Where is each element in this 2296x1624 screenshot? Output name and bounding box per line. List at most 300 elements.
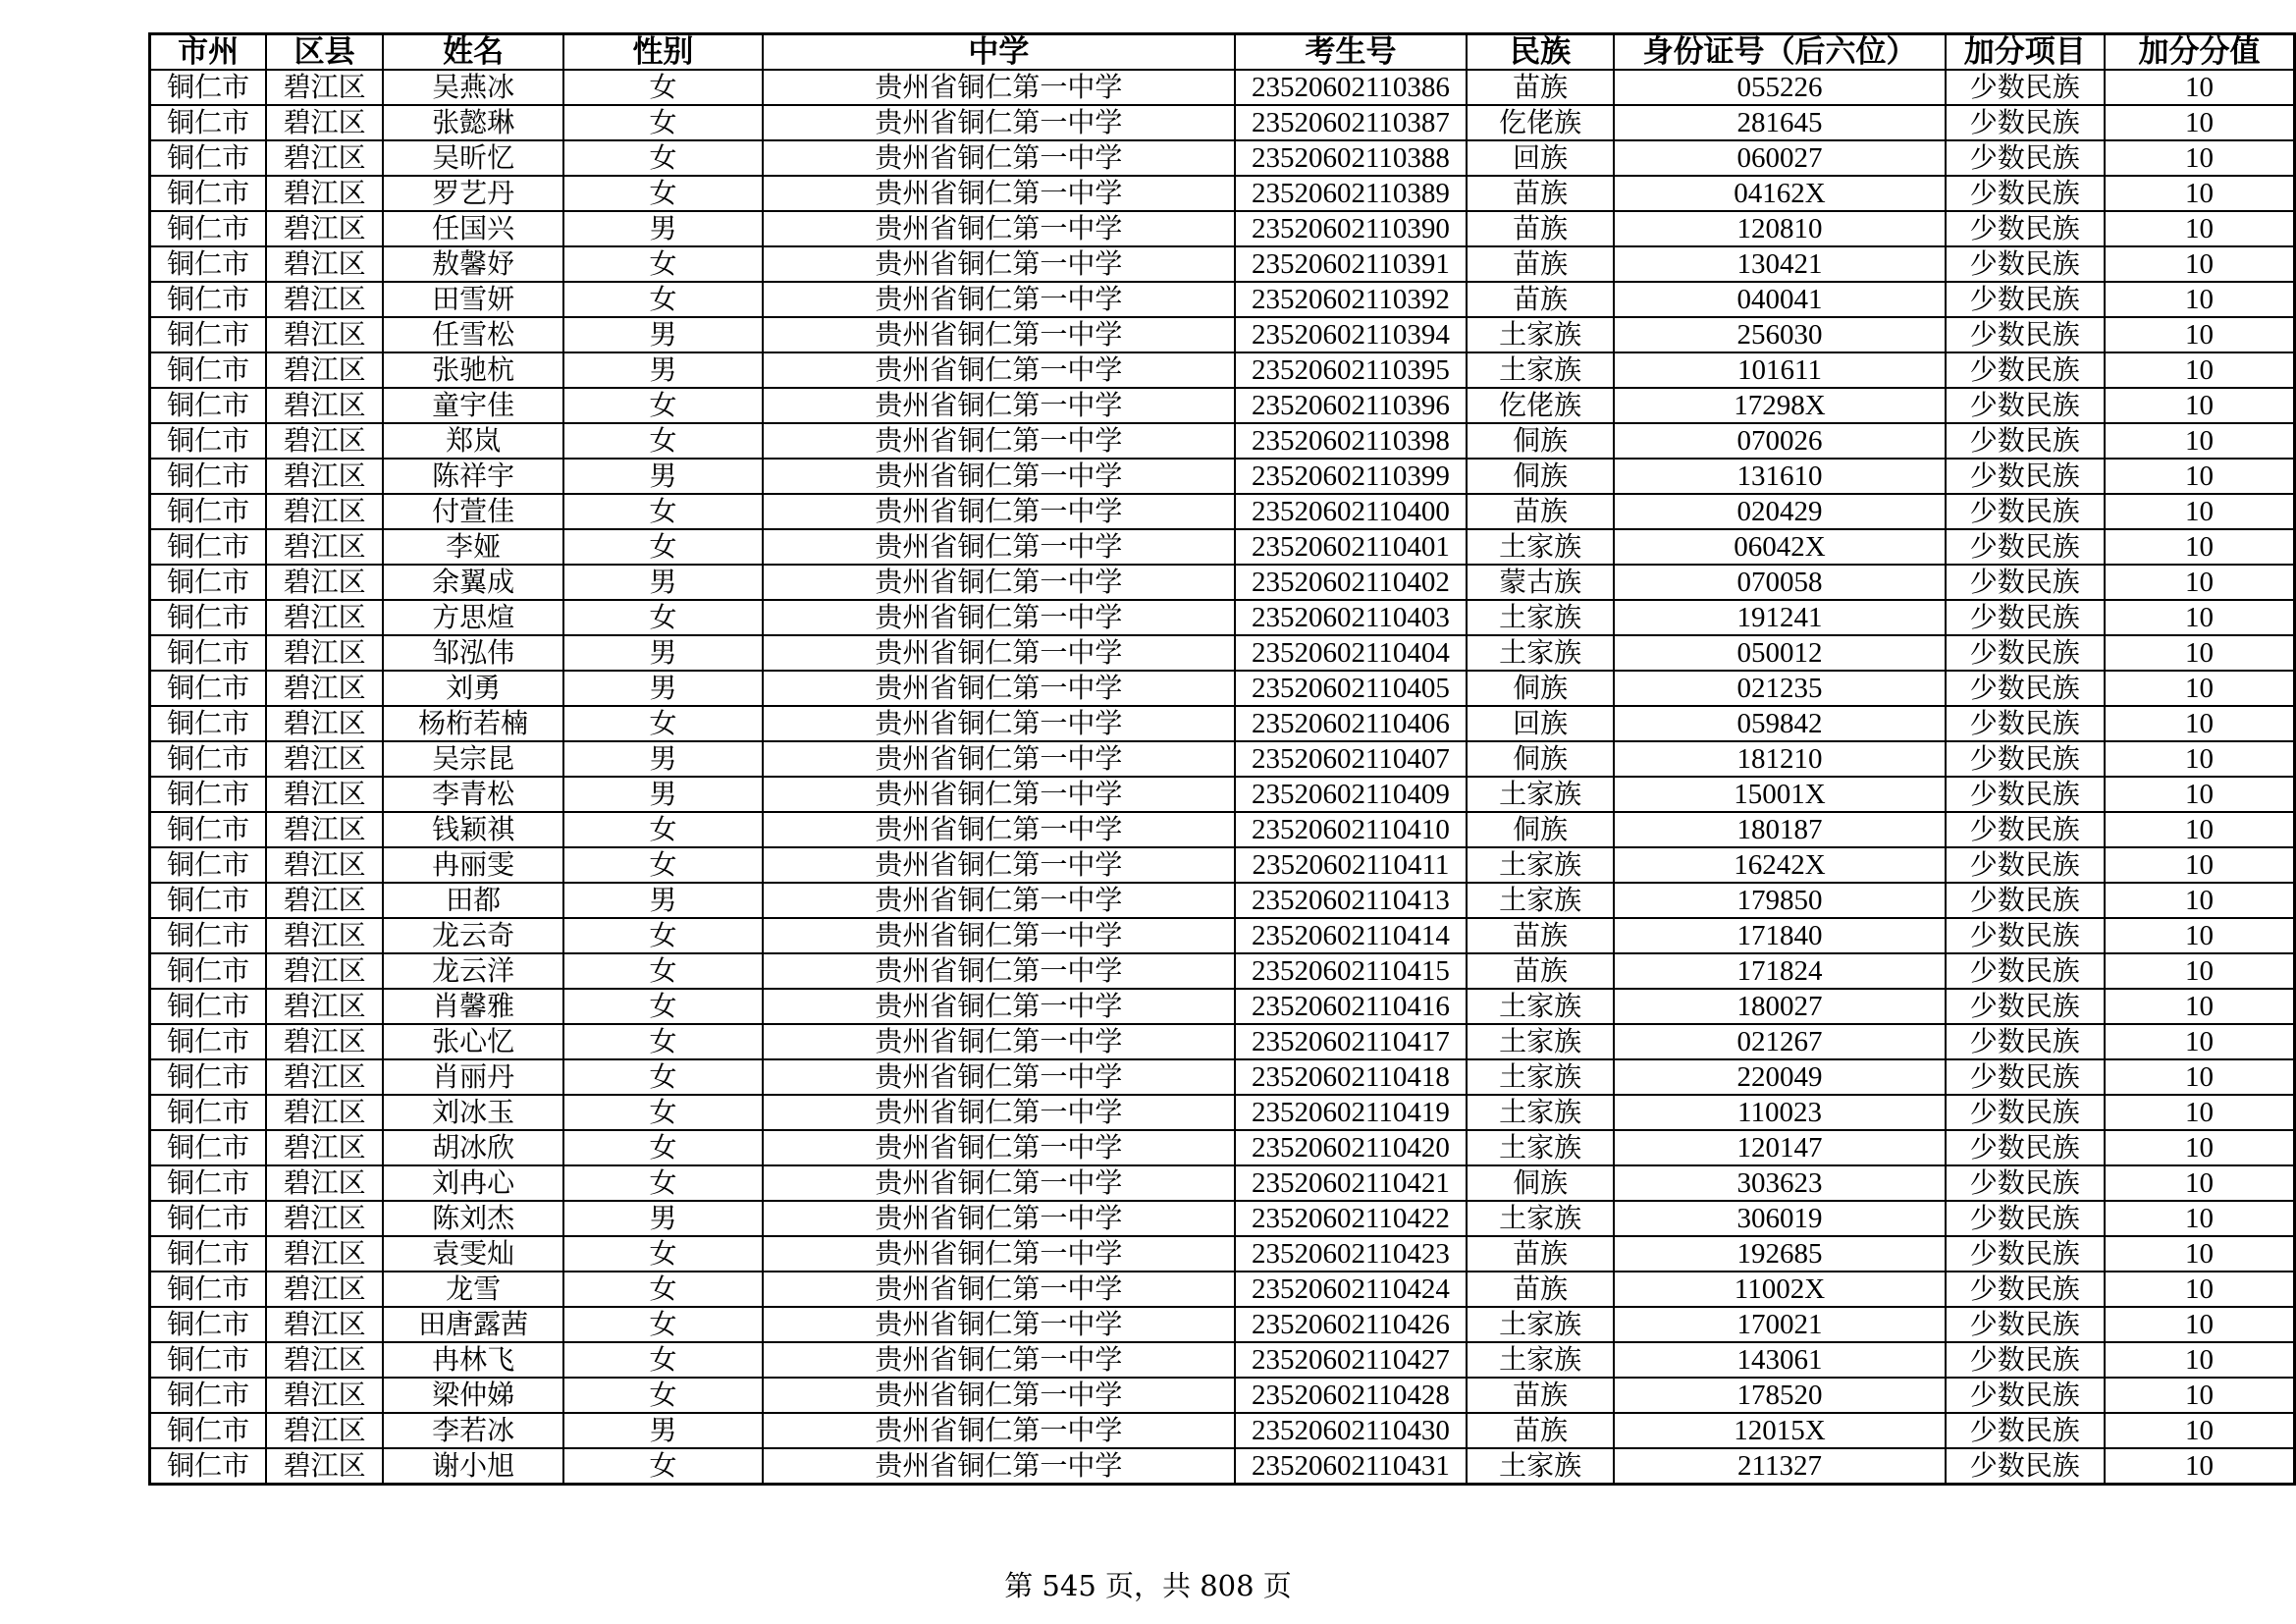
cell-city: 铜仁市: [150, 1024, 267, 1059]
table-row: [150, 847, 2295, 883]
cell-bonus-value: 10: [2105, 1059, 2294, 1095]
cell-id-last-six: 055226: [1614, 70, 1945, 105]
cell-id-last-six: 171824: [1614, 953, 1945, 989]
cell-district: 碧江区: [266, 565, 383, 600]
table-row: [150, 352, 2295, 388]
cell-gender: 女: [563, 1378, 762, 1413]
cell-id-last-six: 020429: [1614, 494, 1945, 529]
cell-gender: 男: [563, 317, 762, 352]
cell-exam-number: 23520602110428: [1235, 1378, 1467, 1413]
cell-name: 付萱佳: [383, 494, 563, 529]
cell-ethnicity: 苗族: [1467, 70, 1615, 105]
cell-bonus-value: 10: [2105, 1095, 2294, 1130]
cell-id-last-six: 12015X: [1614, 1413, 1945, 1448]
cell-gender: 男: [563, 459, 762, 494]
cell-school: 贵州省铜仁第一中学: [763, 1236, 1235, 1272]
cell-ethnicity: 苗族: [1467, 246, 1615, 282]
cell-bonus-item: 少数民族: [1946, 1201, 2105, 1236]
cell-exam-number: 23520602110407: [1235, 741, 1467, 777]
cell-gender: 女: [563, 812, 762, 847]
cell-district: 碧江区: [266, 1130, 383, 1165]
cell-bonus-item: 少数民族: [1946, 246, 2105, 282]
cell-name: 龙云洋: [383, 953, 563, 989]
header-exam-number: 考生号: [1235, 34, 1467, 71]
table-row: [150, 140, 2295, 176]
cell-bonus-value: 10: [2105, 1130, 2294, 1165]
cell-district: 碧江区: [266, 211, 383, 246]
cell-bonus-value: 10: [2105, 105, 2294, 140]
cell-ethnicity: 土家族: [1467, 1130, 1615, 1165]
cell-school: 贵州省铜仁第一中学: [763, 953, 1235, 989]
cell-school: 贵州省铜仁第一中学: [763, 1342, 1235, 1378]
cell-name: 吴燕冰: [383, 70, 563, 105]
cell-gender: 男: [563, 777, 762, 812]
cell-district: 碧江区: [266, 1307, 383, 1342]
cell-bonus-value: 10: [2105, 918, 2294, 953]
cell-bonus-value: 10: [2105, 1378, 2294, 1413]
cell-id-last-six: 101611: [1614, 352, 1945, 388]
cell-id-last-six: 070026: [1614, 423, 1945, 459]
cell-exam-number: 23520602110423: [1235, 1236, 1467, 1272]
table-row: [150, 1095, 2295, 1130]
cell-bonus-item: 少数民族: [1946, 741, 2105, 777]
cell-bonus-value: 10: [2105, 317, 2294, 352]
cell-exam-number: 23520602110395: [1235, 352, 1467, 388]
cell-id-last-six: 040041: [1614, 282, 1945, 317]
cell-exam-number: 23520602110391: [1235, 246, 1467, 282]
cell-id-last-six: 143061: [1614, 1342, 1945, 1378]
cell-id-last-six: 180027: [1614, 989, 1945, 1024]
cell-gender: 女: [563, 494, 762, 529]
cell-gender: 女: [563, 1342, 762, 1378]
cell-gender: 女: [563, 282, 762, 317]
cell-ethnicity: 苗族: [1467, 1236, 1615, 1272]
cell-exam-number: 23520602110427: [1235, 1342, 1467, 1378]
cell-bonus-value: 10: [2105, 1272, 2294, 1307]
header-bonus-value: 加分分值: [2105, 34, 2294, 71]
cell-name: 方思煊: [383, 600, 563, 635]
cell-id-last-six: 060027: [1614, 140, 1945, 176]
cell-exam-number: 23520602110413: [1235, 883, 1467, 918]
cell-school: 贵州省铜仁第一中学: [763, 176, 1235, 211]
cell-bonus-item: 少数民族: [1946, 459, 2105, 494]
header-city: 市州: [150, 34, 267, 71]
cell-bonus-value: 10: [2105, 1165, 2294, 1201]
cell-district: 碧江区: [266, 1095, 383, 1130]
cell-city: 铜仁市: [150, 317, 267, 352]
cell-id-last-six: 170021: [1614, 1307, 1945, 1342]
table-body: [150, 70, 2295, 1485]
cell-bonus-item: 少数民族: [1946, 1307, 2105, 1342]
cell-id-last-six: 021267: [1614, 1024, 1945, 1059]
cell-bonus-item: 少数民族: [1946, 812, 2105, 847]
cell-bonus-value: 10: [2105, 494, 2294, 529]
cell-district: 碧江区: [266, 1413, 383, 1448]
cell-name: 钱颖祺: [383, 812, 563, 847]
cell-id-last-six: 178520: [1614, 1378, 1945, 1413]
cell-name: 陈刘杰: [383, 1201, 563, 1236]
cell-exam-number: 23520602110414: [1235, 918, 1467, 953]
cell-gender: 女: [563, 1272, 762, 1307]
cell-ethnicity: 土家族: [1467, 1059, 1615, 1095]
cell-city: 铜仁市: [150, 211, 267, 246]
cell-exam-number: 23520602110406: [1235, 706, 1467, 741]
cell-school: 贵州省铜仁第一中学: [763, 777, 1235, 812]
cell-city: 铜仁市: [150, 529, 267, 565]
cell-exam-number: 23520602110390: [1235, 211, 1467, 246]
cell-bonus-value: 10: [2105, 883, 2294, 918]
cell-bonus-value: 10: [2105, 671, 2294, 706]
cell-city: 铜仁市: [150, 105, 267, 140]
cell-name: 李娅: [383, 529, 563, 565]
cell-name: 童宇佳: [383, 388, 563, 423]
cell-bonus-value: 10: [2105, 953, 2294, 989]
cell-school: 贵州省铜仁第一中学: [763, 600, 1235, 635]
cell-id-last-six: 191241: [1614, 600, 1945, 635]
cell-id-last-six: 17298X: [1614, 388, 1945, 423]
cell-district: 碧江区: [266, 352, 383, 388]
cell-ethnicity: 回族: [1467, 706, 1615, 741]
cell-city: 铜仁市: [150, 140, 267, 176]
cell-school: 贵州省铜仁第一中学: [763, 918, 1235, 953]
cell-bonus-value: 10: [2105, 176, 2294, 211]
cell-bonus-value: 10: [2105, 989, 2294, 1024]
cell-city: 铜仁市: [150, 352, 267, 388]
cell-bonus-value: 10: [2105, 352, 2294, 388]
cell-school: 贵州省铜仁第一中学: [763, 388, 1235, 423]
cell-gender: 女: [563, 1095, 762, 1130]
cell-city: 铜仁市: [150, 600, 267, 635]
cell-bonus-item: 少数民族: [1946, 529, 2105, 565]
cell-id-last-six: 120147: [1614, 1130, 1945, 1165]
cell-bonus-value: 10: [2105, 777, 2294, 812]
cell-name: 肖馨雅: [383, 989, 563, 1024]
table-row: [150, 388, 2295, 423]
cell-city: 铜仁市: [150, 635, 267, 671]
cell-exam-number: 23520602110398: [1235, 423, 1467, 459]
cell-ethnicity: 蒙古族: [1467, 565, 1615, 600]
cell-name: 刘勇: [383, 671, 563, 706]
cell-id-last-six: 06042X: [1614, 529, 1945, 565]
table-row: [150, 1024, 2295, 1059]
cell-bonus-item: 少数民族: [1946, 1378, 2105, 1413]
cell-bonus-value: 10: [2105, 282, 2294, 317]
cell-exam-number: 23520602110410: [1235, 812, 1467, 847]
cell-gender: 女: [563, 1024, 762, 1059]
table-row: [150, 70, 2295, 105]
cell-gender: 女: [563, 140, 762, 176]
cell-bonus-item: 少数民族: [1946, 211, 2105, 246]
table-row: [150, 423, 2295, 459]
cell-bonus-item: 少数民族: [1946, 494, 2105, 529]
cell-ethnicity: 土家族: [1467, 1024, 1615, 1059]
cell-school: 贵州省铜仁第一中学: [763, 352, 1235, 388]
table-row: [150, 812, 2295, 847]
cell-name: 邹泓伟: [383, 635, 563, 671]
cell-school: 贵州省铜仁第一中学: [763, 1024, 1235, 1059]
cell-gender: 男: [563, 211, 762, 246]
table-row: [150, 282, 2295, 317]
cell-school: 贵州省铜仁第一中学: [763, 1272, 1235, 1307]
cell-city: 铜仁市: [150, 423, 267, 459]
cell-city: 铜仁市: [150, 282, 267, 317]
cell-exam-number: 23520602110405: [1235, 671, 1467, 706]
cell-name: 吴昕忆: [383, 140, 563, 176]
cell-gender: 男: [563, 883, 762, 918]
table-header-row: [150, 34, 2295, 71]
cell-id-last-six: 256030: [1614, 317, 1945, 352]
cell-school: 贵州省铜仁第一中学: [763, 989, 1235, 1024]
cell-name: 杨桁若楠: [383, 706, 563, 741]
cell-district: 碧江区: [266, 1165, 383, 1201]
cell-city: 铜仁市: [150, 1272, 267, 1307]
cell-ethnicity: 土家族: [1467, 600, 1615, 635]
cell-city: 铜仁市: [150, 176, 267, 211]
cell-school: 贵州省铜仁第一中学: [763, 565, 1235, 600]
cell-exam-number: 23520602110420: [1235, 1130, 1467, 1165]
cell-district: 碧江区: [266, 1378, 383, 1413]
cell-bonus-item: 少数民族: [1946, 635, 2105, 671]
cell-gender: 男: [563, 565, 762, 600]
cell-school: 贵州省铜仁第一中学: [763, 883, 1235, 918]
cell-name: 龙云奇: [383, 918, 563, 953]
cell-district: 碧江区: [266, 423, 383, 459]
cell-id-last-six: 021235: [1614, 671, 1945, 706]
cell-id-last-six: 303623: [1614, 1165, 1945, 1201]
cell-id-last-six: 070058: [1614, 565, 1945, 600]
cell-city: 铜仁市: [150, 1201, 267, 1236]
cell-city: 铜仁市: [150, 918, 267, 953]
cell-id-last-six: 16242X: [1614, 847, 1945, 883]
cell-bonus-value: 10: [2105, 812, 2294, 847]
cell-ethnicity: 土家族: [1467, 1201, 1615, 1236]
cell-school: 贵州省铜仁第一中学: [763, 317, 1235, 352]
cell-city: 铜仁市: [150, 246, 267, 282]
cell-district: 碧江区: [266, 1272, 383, 1307]
header-ethnicity: 民族: [1467, 34, 1615, 71]
cell-ethnicity: 土家族: [1467, 352, 1615, 388]
cell-city: 铜仁市: [150, 883, 267, 918]
table-row: [150, 1272, 2295, 1307]
cell-bonus-item: 少数民族: [1946, 1059, 2105, 1095]
header-gender: 性别: [563, 34, 762, 71]
cell-name: 谢小旭: [383, 1448, 563, 1485]
cell-ethnicity: 苗族: [1467, 1413, 1615, 1448]
cell-school: 贵州省铜仁第一中学: [763, 282, 1235, 317]
cell-bonus-value: 10: [2105, 741, 2294, 777]
cell-id-last-six: 181210: [1614, 741, 1945, 777]
cell-ethnicity: 土家族: [1467, 777, 1615, 812]
cell-bonus-value: 10: [2105, 211, 2294, 246]
cell-school: 贵州省铜仁第一中学: [763, 140, 1235, 176]
cell-city: 铜仁市: [150, 70, 267, 105]
cell-city: 铜仁市: [150, 1448, 267, 1485]
cell-bonus-item: 少数民族: [1946, 953, 2105, 989]
cell-district: 碧江区: [266, 105, 383, 140]
cell-city: 铜仁市: [150, 1165, 267, 1201]
cell-district: 碧江区: [266, 812, 383, 847]
cell-bonus-item: 少数民族: [1946, 282, 2105, 317]
header-school: 中学: [763, 34, 1235, 71]
cell-bonus-value: 10: [2105, 459, 2294, 494]
cell-exam-number: 23520602110415: [1235, 953, 1467, 989]
cell-exam-number: 23520602110426: [1235, 1307, 1467, 1342]
cell-ethnicity: 土家族: [1467, 1342, 1615, 1378]
cell-school: 贵州省铜仁第一中学: [763, 105, 1235, 140]
cell-bonus-value: 10: [2105, 70, 2294, 105]
cell-id-last-six: 211327: [1614, 1448, 1945, 1485]
cell-gender: 女: [563, 953, 762, 989]
cell-ethnicity: 土家族: [1467, 1095, 1615, 1130]
cell-exam-number: 23520602110386: [1235, 70, 1467, 105]
cell-ethnicity: 侗族: [1467, 1165, 1615, 1201]
cell-id-last-six: 192685: [1614, 1236, 1945, 1272]
cell-school: 贵州省铜仁第一中学: [763, 459, 1235, 494]
cell-district: 碧江区: [266, 883, 383, 918]
cell-bonus-value: 10: [2105, 1413, 2294, 1448]
header-district: 区县: [266, 34, 383, 71]
cell-city: 铜仁市: [150, 847, 267, 883]
cell-exam-number: 23520602110388: [1235, 140, 1467, 176]
cell-name: 刘冉心: [383, 1165, 563, 1201]
cell-city: 铜仁市: [150, 1342, 267, 1378]
table-row: [150, 918, 2295, 953]
cell-district: 碧江区: [266, 989, 383, 1024]
cell-bonus-item: 少数民族: [1946, 1165, 2105, 1201]
cell-exam-number: 23520602110400: [1235, 494, 1467, 529]
cell-gender: 女: [563, 423, 762, 459]
cell-school: 贵州省铜仁第一中学: [763, 423, 1235, 459]
cell-exam-number: 23520602110399: [1235, 459, 1467, 494]
cell-ethnicity: 仡佬族: [1467, 105, 1615, 140]
cell-district: 碧江区: [266, 1342, 383, 1378]
cell-bonus-item: 少数民族: [1946, 352, 2105, 388]
cell-name: 张懿琳: [383, 105, 563, 140]
cell-bonus-value: 10: [2105, 388, 2294, 423]
cell-gender: 女: [563, 1130, 762, 1165]
cell-bonus-item: 少数民族: [1946, 1236, 2105, 1272]
cell-bonus-item: 少数民族: [1946, 847, 2105, 883]
cell-city: 铜仁市: [150, 565, 267, 600]
cell-bonus-item: 少数民族: [1946, 777, 2105, 812]
cell-ethnicity: 侗族: [1467, 741, 1615, 777]
cell-id-last-six: 050012: [1614, 635, 1945, 671]
cell-city: 铜仁市: [150, 1378, 267, 1413]
table-row: [150, 741, 2295, 777]
cell-id-last-six: 120810: [1614, 211, 1945, 246]
cell-bonus-item: 少数民族: [1946, 600, 2105, 635]
cell-school: 贵州省铜仁第一中学: [763, 211, 1235, 246]
cell-bonus-value: 10: [2105, 246, 2294, 282]
cell-district: 碧江区: [266, 388, 383, 423]
cell-bonus-value: 10: [2105, 600, 2294, 635]
cell-district: 碧江区: [266, 1201, 383, 1236]
cell-gender: 女: [563, 918, 762, 953]
cell-city: 铜仁市: [150, 1236, 267, 1272]
table-row: [150, 105, 2295, 140]
cell-exam-number: 23520602110422: [1235, 1201, 1467, 1236]
cell-exam-number: 23520602110417: [1235, 1024, 1467, 1059]
cell-exam-number: 23520602110403: [1235, 600, 1467, 635]
cell-bonus-item: 少数民族: [1946, 1024, 2105, 1059]
cell-district: 碧江区: [266, 529, 383, 565]
table-row: [150, 317, 2295, 352]
cell-district: 碧江区: [266, 70, 383, 105]
table-row: [150, 600, 2295, 635]
cell-id-last-six: 11002X: [1614, 1272, 1945, 1307]
cell-id-last-six: 130421: [1614, 246, 1945, 282]
cell-exam-number: 23520602110402: [1235, 565, 1467, 600]
table-row: [150, 1378, 2295, 1413]
cell-gender: 女: [563, 847, 762, 883]
cell-school: 贵州省铜仁第一中学: [763, 246, 1235, 282]
cell-district: 碧江区: [266, 176, 383, 211]
cell-exam-number: 23520602110387: [1235, 105, 1467, 140]
cell-bonus-item: 少数民族: [1946, 1272, 2105, 1307]
cell-bonus-item: 少数民族: [1946, 883, 2105, 918]
cell-city: 铜仁市: [150, 989, 267, 1024]
table-row: [150, 1448, 2295, 1485]
cell-ethnicity: 侗族: [1467, 423, 1615, 459]
cell-bonus-item: 少数民族: [1946, 1130, 2105, 1165]
cell-id-last-six: 110023: [1614, 1095, 1945, 1130]
cell-district: 碧江区: [266, 494, 383, 529]
cell-bonus-item: 少数民族: [1946, 140, 2105, 176]
cell-name: 敖馨妤: [383, 246, 563, 282]
cell-exam-number: 23520602110396: [1235, 388, 1467, 423]
cell-school: 贵州省铜仁第一中学: [763, 812, 1235, 847]
table-row: [150, 459, 2295, 494]
cell-exam-number: 23520602110394: [1235, 317, 1467, 352]
cell-school: 贵州省铜仁第一中学: [763, 1378, 1235, 1413]
cell-school: 贵州省铜仁第一中学: [763, 494, 1235, 529]
table-row: [150, 494, 2295, 529]
table-row: [150, 1307, 2295, 1342]
cell-bonus-value: 10: [2105, 635, 2294, 671]
cell-bonus-value: 10: [2105, 1307, 2294, 1342]
cell-bonus-item: 少数民族: [1946, 1342, 2105, 1378]
cell-bonus-item: 少数民族: [1946, 388, 2105, 423]
cell-gender: 男: [563, 1201, 762, 1236]
cell-name: 田雪妍: [383, 282, 563, 317]
table-row: [150, 777, 2295, 812]
cell-ethnicity: 仡佬族: [1467, 388, 1615, 423]
cell-gender: 女: [563, 706, 762, 741]
table-row: [150, 1201, 2295, 1236]
cell-gender: 女: [563, 1307, 762, 1342]
cell-name: 田唐露茜: [383, 1307, 563, 1342]
cell-city: 铜仁市: [150, 494, 267, 529]
cell-district: 碧江区: [266, 246, 383, 282]
cell-bonus-item: 少数民族: [1946, 317, 2105, 352]
cell-city: 铜仁市: [150, 1307, 267, 1342]
cell-bonus-value: 10: [2105, 140, 2294, 176]
cell-ethnicity: 土家族: [1467, 635, 1615, 671]
cell-name: 胡冰欣: [383, 1130, 563, 1165]
table-row: [150, 1165, 2295, 1201]
cell-exam-number: 23520602110421: [1235, 1165, 1467, 1201]
header-id-last-six: 身份证号（后六位）: [1614, 34, 1945, 71]
cell-gender: 男: [563, 352, 762, 388]
table-row: [150, 1130, 2295, 1165]
cell-bonus-value: 10: [2105, 529, 2294, 565]
table-row: [150, 1059, 2295, 1095]
cell-name: 袁雯灿: [383, 1236, 563, 1272]
cell-bonus-item: 少数民族: [1946, 918, 2105, 953]
cell-ethnicity: 土家族: [1467, 1307, 1615, 1342]
cell-name: 陈祥宇: [383, 459, 563, 494]
cell-ethnicity: 苗族: [1467, 1272, 1615, 1307]
